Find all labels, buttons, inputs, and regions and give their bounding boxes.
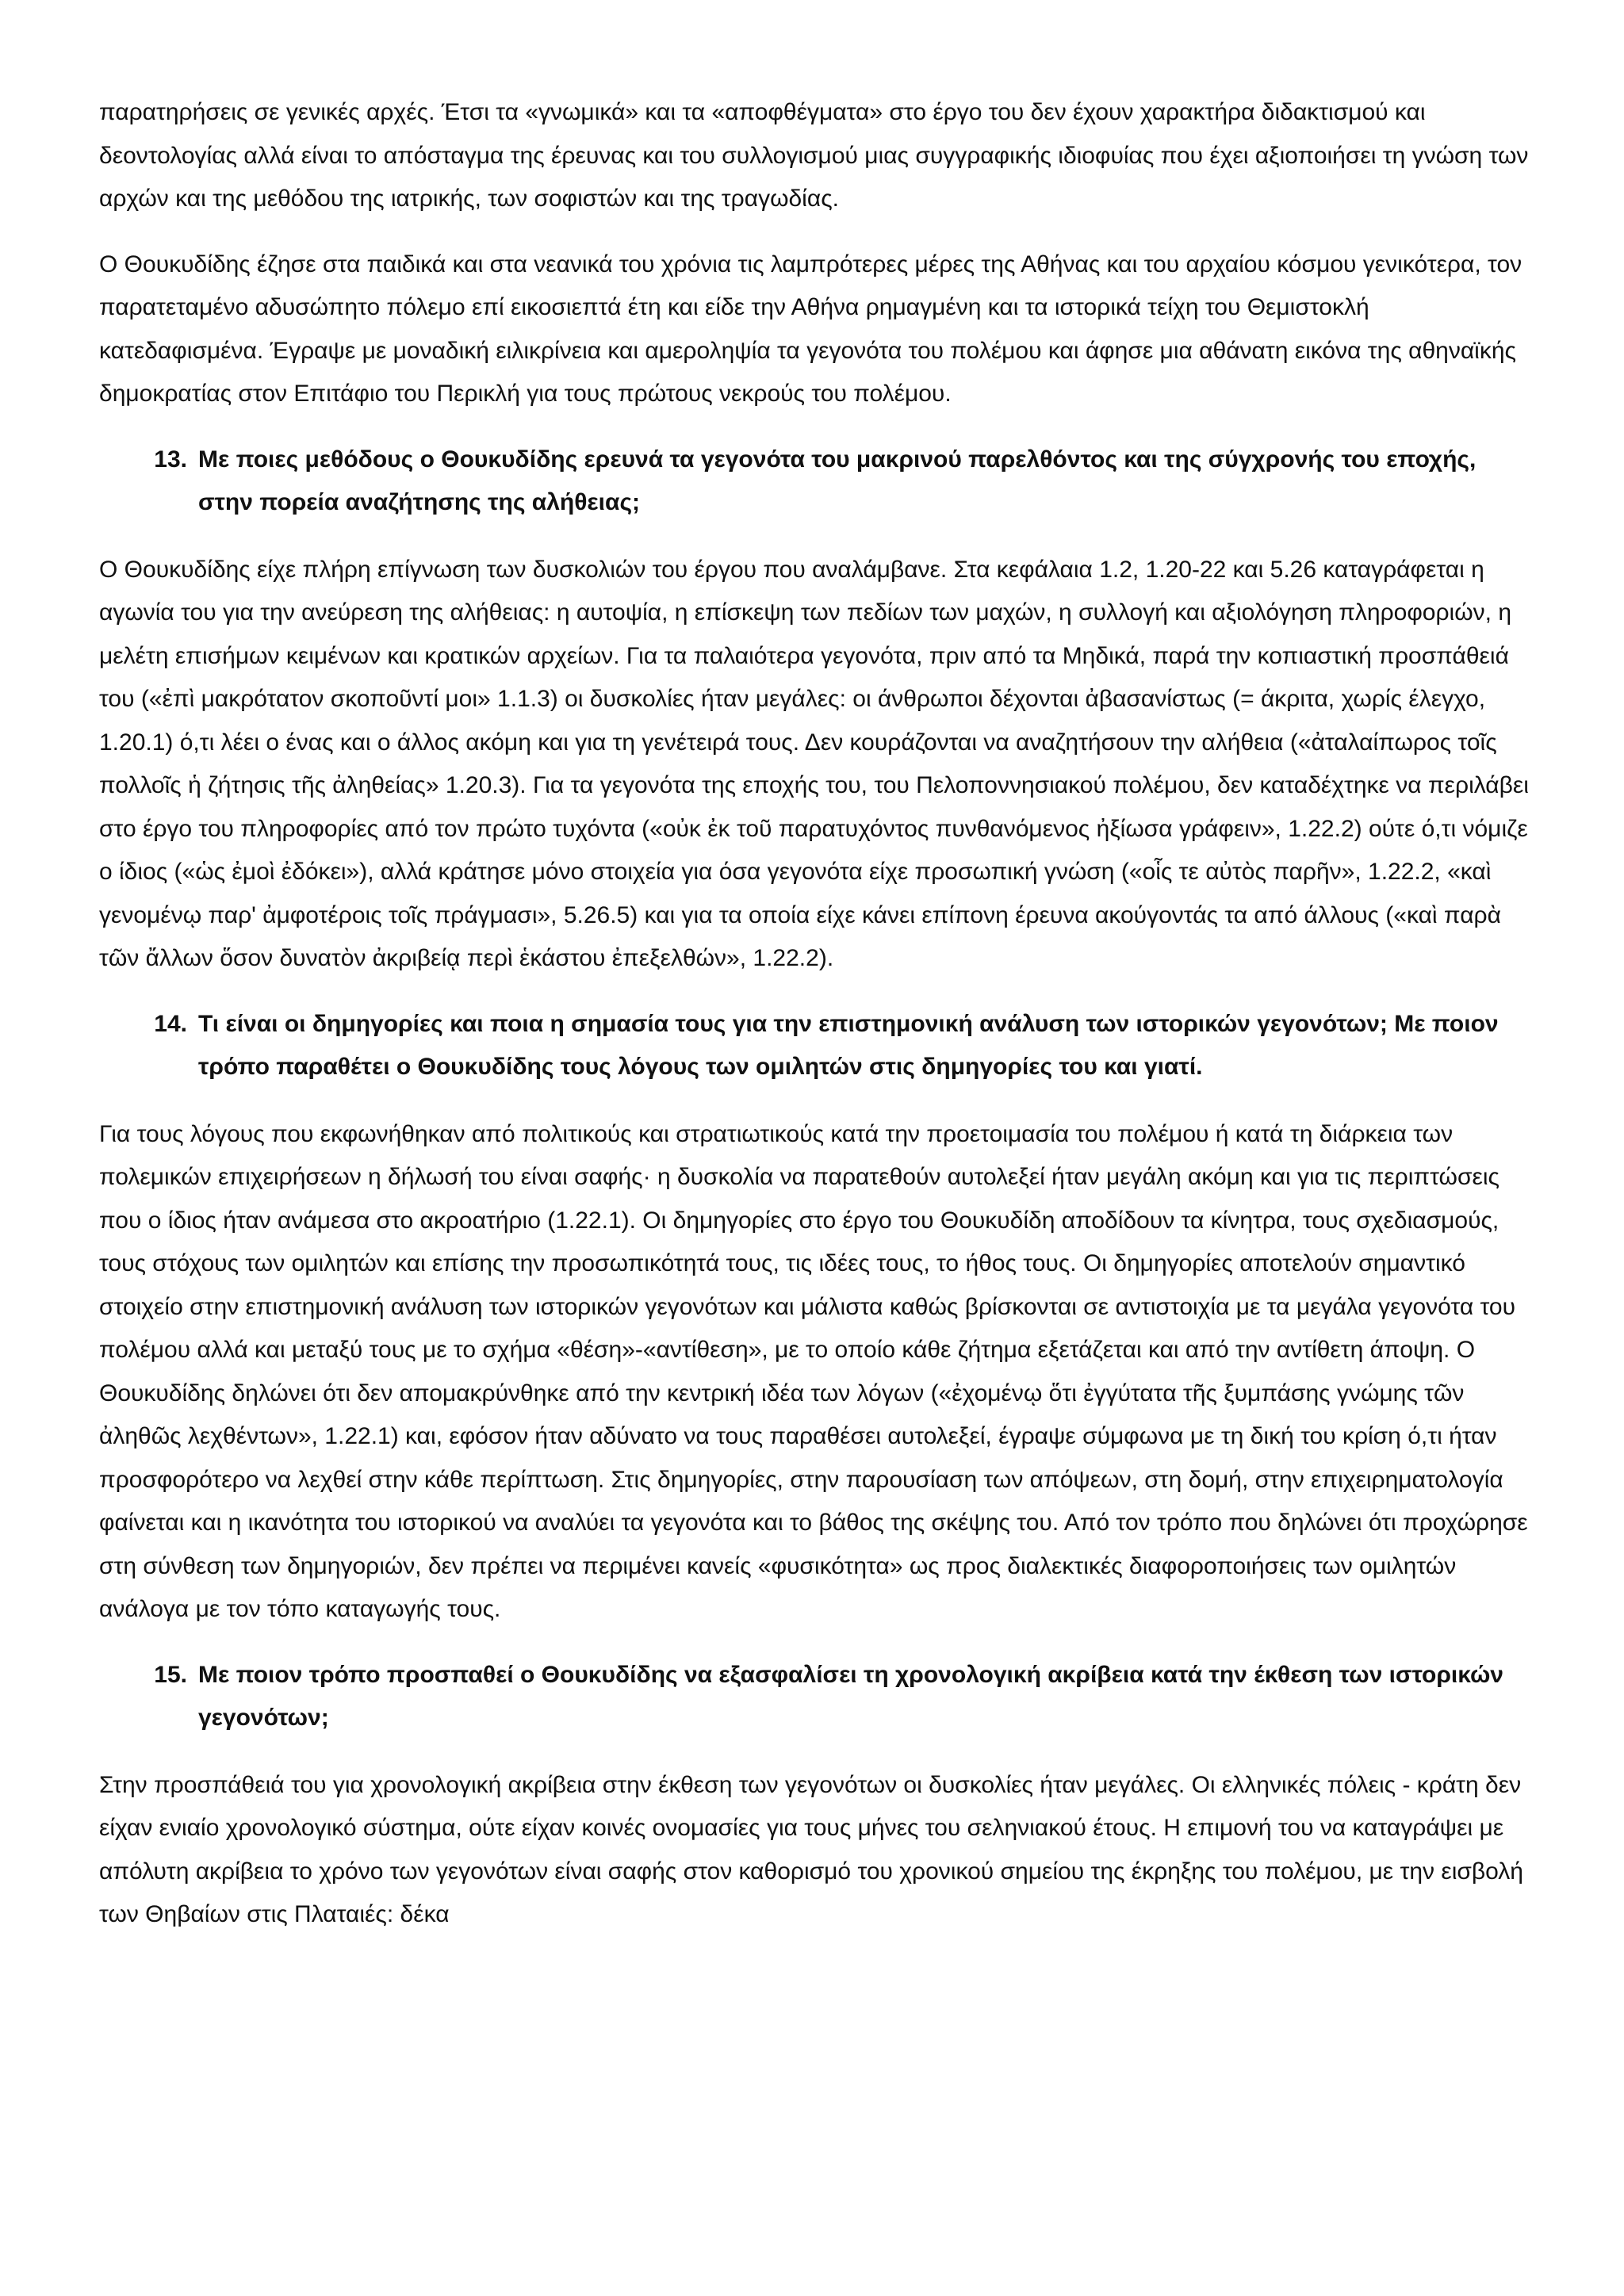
- question-15: [99, 1654, 1530, 1740]
- answer-14: Για τους λόγους που εκφωνήθηκαν από πολιτικούς και στρατιωτικούς κατά την προετοιμασία του πολέμου ή κατά τη διάρκεια των πολεμικών επιχειρήσεων η δήλωσή του είναι σαφής· η δυσκολία να παρατεθούν αυτολεξεί ήταν μεγάλη ακόμη και για τις περιπτώσεις που ο ίδιος ήταν ανάμεσα στο ακροατήριο (1.22.1). Οι δημηγορίες στο έργο του Θουκυδίδη αποδίδουν τα κίνητρα, τους σχεδιασμούς, τους στόχους των ομιλητών και επίσης την προσωπικότητά τους, τις ιδέες τους, το ήθος τους. Οι δημηγορίες αποτελούν σημαντικό στοιχείο στην επιστημονική ανάλυση των ιστορικών γεγονότων και μάλιστα καθώς βρίσκονται σε αντιστοιχία με τα μεγάλα γεγονότα του πολέμου αλλά και μεταξύ τους με το σχήμα «θέση»-«αντίθεση», με το οποίο κάθε ζήτημα εξετάζεται και από την αντίθετη άποψη. Ο Θουκυδίδης δηλώνει ότι δεν απομακρύνθηκε από την κεντρική ιδέα των λόγων («ἐχομένῳ ὅτι ἐγγύτατα τῆς ξυμπάσης γνώμης τῶν ἀληθῶς λεχθέντων», 1.22.1) και, εφόσον ήταν αδύνατο να τους παραθέσει αυτολεξεί, έγραψε σύμφωνα με τη δική του κρίση ό,τι ήταν προσφορότερο να λεχθεί στην κάθε περίπτωση. Στις δημηγορίες, στην παρουσίαση των απόψεων, στη δομή, στην επιχειρηματολογία φαίνεται και η ικανότητα του ιστορικού να αναλύει τα γεγονότα και το βάθος της σκέψης του. Από τον τρόπο που δηλώνει ότι προχώρησε στη σύνθεση των δημηγοριών, δεν πρέπει να περιμένει κανείς «φυσικότητα» ως προς διαλεκτικές διαφοροποιήσεις των ομιλητών ανάλογα με τον τόπο καταγωγής τους.: [99, 1120, 1528, 1622]
- question-number: 14.: [154, 1010, 187, 1037]
- question-text: Με ποιες μεθόδους ο Θουκυδίδης ερευνά τα γεγονότα του μακρινού παρελθόντος και της σύγχρονής του εποχής, στην πορεία αναζήτησης της αλήθειας;: [198, 446, 1477, 515]
- question-number: 15.: [154, 1661, 187, 1688]
- paragraph-thucydides-life: Ο Θουκυδίδης έζησε στα παιδικά και στα νεανικά του χρόνια τις λαμπρότερες μέρες της Αθήνας και του αρχαίου κόσμου γενικότερα, τον παρατεταμένο αδυσώπητο πόλεμο επί εικοσιεπτά έτη και είδε την Αθήνα ρημαγμένη και τα ιστορικά τείχη του Θεμιστοκλή κατεδαφισμένα. Έγραψε με μοναδική ειλικρίνεια και αμεροληψία τα γεγονότα του πολέμου και άφησε μια αθάνατη εικόνα της αθηναϊκής δημοκρατίας στον Επιτάφιο του Περικλή για τους πρώτους νεκρούς του πολέμου.: [99, 251, 1522, 407]
- question-13: [99, 438, 1530, 525]
- question-number: 13.: [154, 446, 187, 473]
- question-text: Τι είναι οι δημηγορίες και ποια η σημασία τους για την επιστημονική ανάλυση των ιστορικών γεγονότων; Με ποιον τρόπο παραθέτει ο Θουκυδίδης τους λόγους των ομιλητών στις δημηγορίες του και γιατί.: [198, 1010, 1499, 1080]
- answer-15: Στην προσπάθειά του για χρονολογική ακρίβεια στην έκθεση των γεγονότων οι δυσκολίες ήταν μεγάλες. Οι ελληνικές πόλεις - κράτη δεν είχαν ενιαίο χρονολογικό σύστημα, ούτε είχαν κοινές ονομασίες για τους μήνες του σεληνιακού έτους. Η επιμονή του να καταγράψει με απόλυτη ακρίβεια το χρόνο των γεγονότων είναι σαφής στον καθορισμό του χρονικού σημείου της έκρηξης του πολέμου, με την εισβολή των Θηβαίων στις Πλαταιές: δέκα: [99, 1771, 1523, 1927]
- answer-13: Ο Θουκυδίδης είχε πλήρη επίγνωση των δυσκολιών του έργου που αναλάμβανε. Στα κεφάλαια 1.2, 1.20-22 και 5.26 καταγράφεται η αγωνία του για την ανεύρεση της αλήθειας: η αυτοψία, η επίσκεψη των πεδίων των μαχών, η συλλογή και αξιολόγηση πληροφοριών, η μελέτη επισήμων κειμένων και κρατικών αρχείων. Για τα παλαιότερα γεγονότα, πριν από τα Μηδικά, παρά την κοπιαστική προσπάθειά του («ἐπὶ μακρότατον σκοποῦντί μοι» 1.1.3) οι δυσκολίες ήταν μεγάλες: οι άνθρωποι δέχονται ἀβασανίστως (= άκριτα, χωρίς έλεγχο, 1.20.1) ό,τι λέει ο ένας και ο άλλος ακόμη και για τη γενέτειρά τους. Δεν κουράζονται να αναζητήσουν την αλήθεια («ἀταλαίπωρος τοῖς πολλοῖς ἡ ζήτησις τῆς ἀληθείας» 1.20.3). Για τα γεγονότα της εποχής του, του Πελοποννησιακού πολέμου, δεν καταδέχτηκε να περιλάβει στο έργο του πληροφορίες από τον πρώτο τυχόντα («οὐκ ἐκ τοῦ παρατυχόντος πυνθανόμενος ἠξίωσα γράφειν», 1.22.2) ούτε ό,τι νόμιζε ο ίδιος («ὡς ἐμοὶ ἐδόκει»), αλλά κράτησε μόνο στοιχεία για όσα γεγονότα είχε προσωπική γνώση («οἷς τε αὐτὸς παρῆν», 1.22.2, «καὶ γενομένῳ παρ' ἀμφοτέροις τοῖς πράγμασι», 5.26.5) και για τα οποία είχε κάνει επίπονη έρευνα ακούγοντάς τα από άλλους («καὶ παρὰ τῶν ἄλλων ὅσον δυνατὸν ἀκριβείᾳ περὶ ἑκάστου ἐπεξελθών», 1.22.2).: [99, 556, 1529, 971]
- question-text: Με ποιον τρόπο προσπαθεί ο Θουκυδίδης να εξασφαλίσει τη χρονολογική ακρίβεια κατά την έκθεση των ιστορικών γεγονότων;: [198, 1661, 1503, 1731]
- paragraph-intro-continuation: παρατηρήσεις σε γενικές αρχές. Έτσι τα «γνωμικά» και τα «αποφθέγματα» στο έργο του δεν έχουν χαρακτήρα διδακτισμού και δεοντολογίας αλλά είναι το απόσταγμα της έρευνας και του συλλογισμού μιας συγγραφικής ιδιοφυίας που έχει αξιοποιήσει τη γνώση των αρχών και της μεθόδου της ιατρικής, των σοφιστών και της τραγωδίας.: [99, 99, 1529, 212]
- question-14: [99, 1003, 1530, 1089]
